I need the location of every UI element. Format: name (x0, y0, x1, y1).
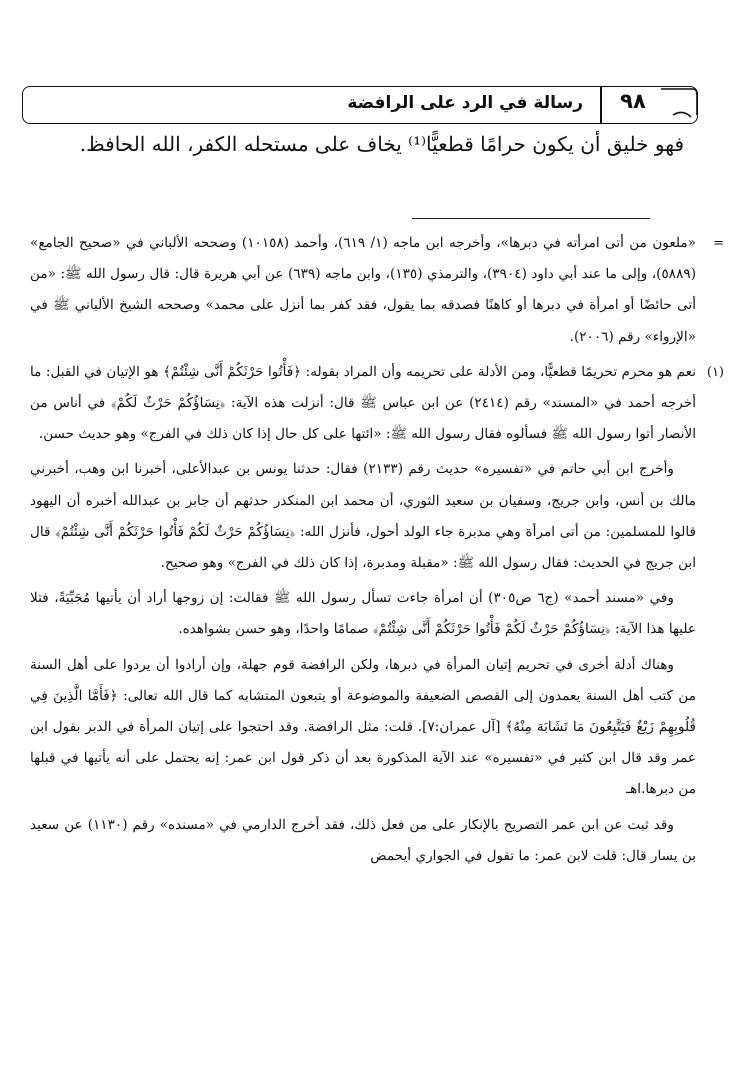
footnote-1-paragraph: وأخرج ابن أبي حاتم في «تفسيره» حديث رقم (٢١٣٣) فقال: حدثنا يونس بن عبدالأعلى، أخبرنا ابن وهب، أخبرني مالك بن أنس، وابن جريج، وسفيان بن سعيد الثوري، أن محمد ابن المنكدر حدثهم أن جابر بن عبدالله أخبره أن اليهود قالوا للمسلمين: من أتى امرأة وهي مدبرة جاء الولد أحول، فأنزل الله: ﴿نِسَاؤُكُمْ حَرْثٌ لَكُمْ فَأْتُوا حَرْثَكُمْ أَنَّى شِئْتُمْ﴾ قال ابن جريج في الحديث: فقال رسول الله ﷺ: «مقبلة ومدبرة، إذا كان ذلك في الفرج» وهو صحيح. (30, 461, 696, 572)
continuation-marker: = (713, 236, 724, 251)
header-divider (600, 87, 602, 123)
page-number: ٩٨ (620, 89, 646, 113)
footnote-1 (30, 357, 724, 451)
footnote-1-paragraph: وهناك أدلة أخرى في تحريم إتيان المرأة في دبرها، ولكن الرافضة قوم جهلة، وإن أرادوا أن يردوا على أهل السنة من كتب أهل السنة يعمدون إلى القصص الضعيفة والموضوعة أو يتبعون المتشابه كما قال الله تعالى: ﴿فَأَمَّا الَّذِينَ فِي قُلُوبِهِمْ زَيْغٌ فَيَتَّبِعُونَ مَا تَشَابَهَ مِنْهُ﴾ [آل عمران:٧]. قلت: مثل الرافضة. وقد احتجوا على إتيان المرأة في الدبر بقول ابن عمر وقد قال ابن كثير في «تفسيره» عند الآية المذكورة بعد أن ذكر قول ابن عمر: إنه يحتمل على أنه يأتيها في قبلها من دبرها.اهـ (30, 656, 696, 798)
footnote-continuation (30, 228, 724, 353)
footnote-continuation-text: «ملعون من أتى امرأته في دبرها»، وأخرجه ابن ماجه (١/ ٦١٩)، وأحمد (١٠١٥٨) وصححه الألباني في «صحيح الجامع» (٥٨٨٩)، وإلى ما عند أبي داود (٣٩٠٤)، والترمذي (١٣٥)، وابن ماجه (٦٣٩) عن أبي هريرة قال: قال رسول الله ﷺ: «من أتى حائضًا أو امرأة في دبرها أو كاهنًا فصدقه بما يقول، فقد كفر بما أنزل على محمد» وصححه الشيخ الألباني ﷺ في «الإرواء» رقم (٢٠٠٦). (30, 235, 697, 345)
footnotes (30, 228, 724, 872)
footnote-1-paragraph: وقد ثبت عن ابن عمر التصريح بالإنكار على من فعل ذلك، فقد أخرج الدارمي في «مسنده» رقم (١١٣٠) عن سعيد بن يسار قال: قلت لابن عمر: ما تقول في الجواري أيحمض (30, 816, 696, 864)
footnote-separator (412, 218, 650, 219)
page-header (22, 86, 698, 124)
footnote-1-paragraph: وفي «مسند أحمد» (ج٦ ص٣٠٥) أن امرأة جاءت تسأل رسول الله ﷺ فقالت: إن زوجها أراد أن يأتيها مُجَبِّيَةً، فتلا عليها هذا الآية: ﴿نِسَاؤُكُمْ حَرْثٌ لَكُمْ فَأْتُوا حَرْثَكُمْ أَنَّى شِئْتُمْ﴾ صمامًا واحدًا، وهو حسن بشواهده. (30, 590, 696, 638)
running-title: رسالة في الرد على الرافضة (347, 93, 583, 113)
footnote-1-marker: (١) (706, 364, 724, 380)
main-text: فهو خليق أن يكون حرامًا قطعيًّا⁽¹⁾ يخاف على مستحله الكفر، الله الحافظ. (79, 132, 684, 156)
footnote-1-text: نعم هو محرم تحريمًا قطعيًّا، ومن الأدلة على تحريمه وأن المراد بقوله: ﴿فَأْتُوا حَرْثَكُمْ أَنَّى شِئْتُمْ﴾ هو الإتيان في القبل: ما أخرجه أحمد في «المسند» رقم (٢٤١٤) عن ابن عباس ﷺ قال: أنزلت هذه الآية: ﴿نِسَاؤُكُمْ حَرْثٌ لَكُمْ﴾ في أناس من الأنصار أتوا رسول الله ﷺ فسألوه فقال رسول الله ﷺ: «ائتها على كل حال إذا كان ذلك في الفرج» وهو حديث حسن. (30, 363, 696, 443)
header-corner-ornament-icon (659, 85, 699, 125)
